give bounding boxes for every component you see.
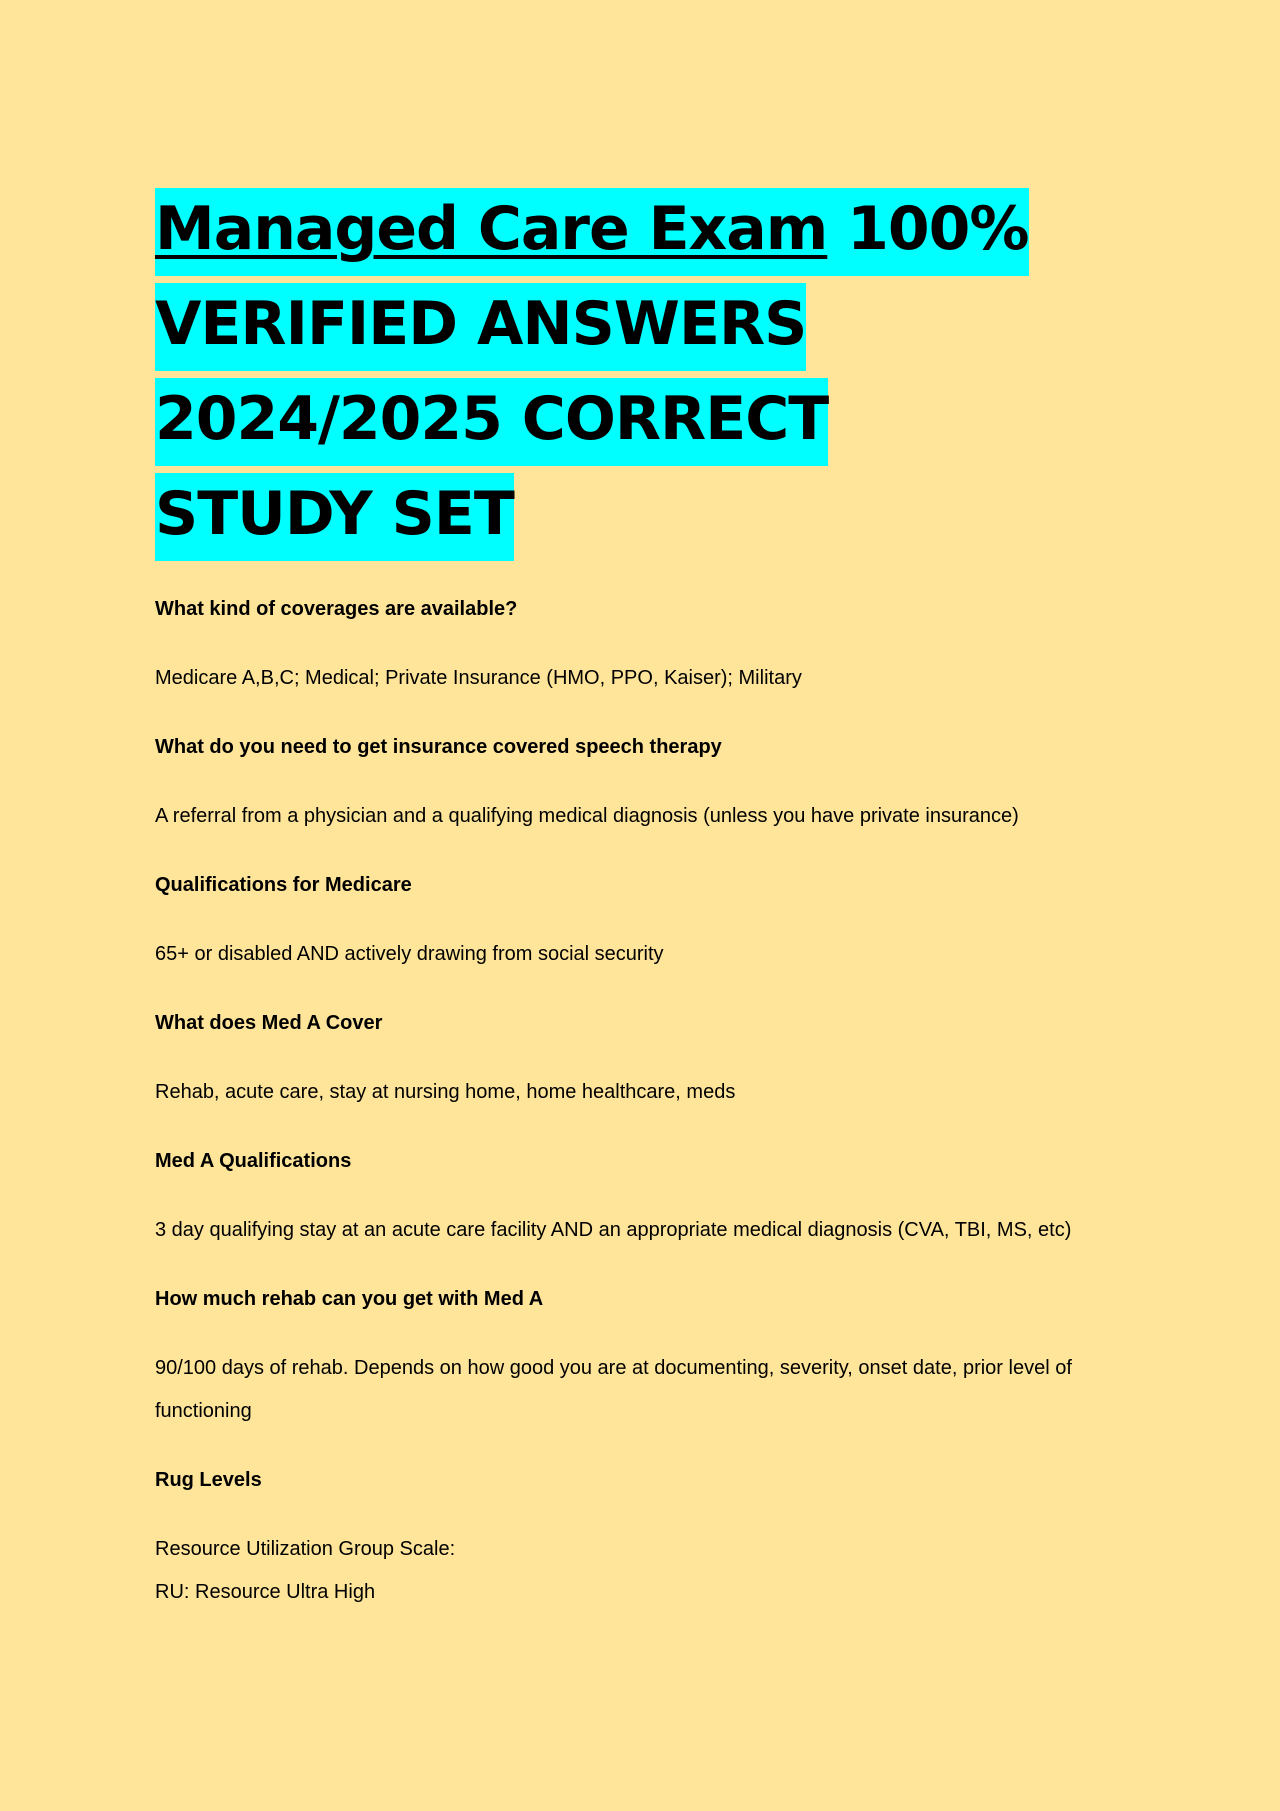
question-text: Rug Levels: [155, 1469, 262, 1491]
answer-line: Medicare A,B,C; Medical; Private Insurance (HMO, PPO, Kaiser); Military: [155, 667, 802, 689]
answer-line: 90/100 days of rehab. Depends on how good you are at documenting, severity, onset date, prior level of functioning: [155, 1357, 1072, 1422]
qa-list: [155, 588, 1130, 1640]
question-text: How much rehab can you get with Med A: [155, 1288, 544, 1310]
answer-text: [155, 1528, 1130, 1640]
answer-text: [155, 933, 1130, 1002]
title-rest: 100% VERIFIED ANSWERS 2024/2025 CORRECT STUDY SET: [155, 194, 1029, 549]
answer-text: [155, 795, 1130, 864]
question-text: What kind of coverages are available?: [155, 598, 518, 620]
question-text: Med A Qualifications: [155, 1150, 352, 1172]
answer-line: RU: Resource Ultra High: [155, 1581, 376, 1603]
answer-text: [155, 1071, 1130, 1140]
document-title: [155, 182, 1055, 562]
title-highlight: [155, 188, 1029, 561]
answer-text: [155, 1347, 1130, 1459]
answer-line: Resource Utilization Group Scale:: [155, 1538, 456, 1560]
answer-line: 65+ or disabled AND actively drawing from social security: [155, 943, 664, 965]
answer-line: 3 day qualifying stay at an acute care facility AND an appropriate medical diagnosis (CVA, TBI, MS, etc): [155, 1219, 1072, 1241]
answer-text: [155, 657, 1130, 726]
question-text: Qualifications for Medicare: [155, 874, 412, 896]
answer-text: [155, 1209, 1130, 1278]
question-text: What does Med A Cover: [155, 1012, 383, 1034]
answer-line: A referral from a physician and a qualifying medical diagnosis (unless you have private insurance): [155, 805, 1019, 827]
question-text: What do you need to get insurance covered speech therapy: [155, 736, 722, 758]
title-underlined-part: Managed Care Exam: [155, 194, 828, 264]
answer-line: Rehab, acute care, stay at nursing home, home healthcare, meds: [155, 1081, 736, 1103]
